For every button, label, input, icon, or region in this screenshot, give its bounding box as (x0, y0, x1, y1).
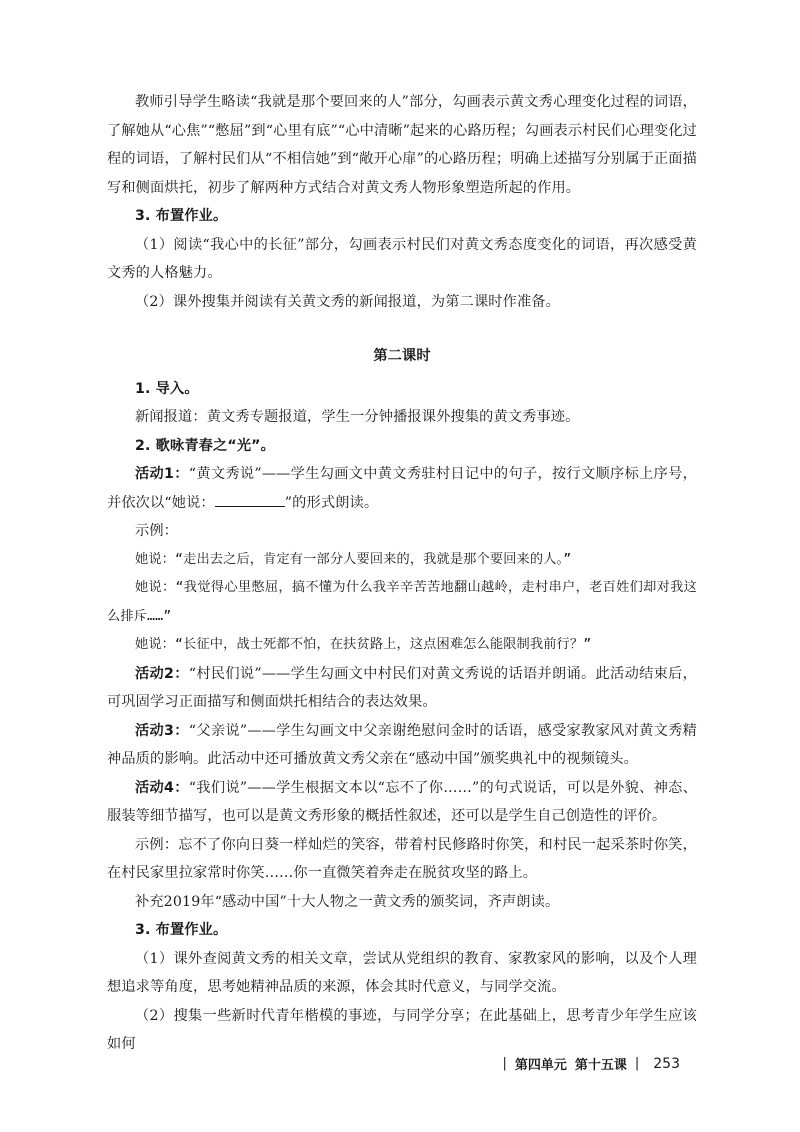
activity-label: 活动4： (135, 779, 189, 796)
page-footer (502, 1054, 680, 1073)
footer-divider: | (502, 1056, 507, 1071)
lesson-title: 第二课时 (373, 348, 431, 364)
activity-label: 活动3： (135, 722, 189, 739)
activity-4 (107, 774, 697, 831)
activity-text-tail: ”的形式朗读。 (284, 494, 379, 511)
section-heading: 1. 导入。 (135, 380, 199, 397)
activity-text: “父亲说”——学生勾画文中父亲谢绝慰问金时的话语，感受家教家风对黄文秀精神品质的影响。此活动中还可播放黄文秀父亲在“感动中国”颁奖典礼中的视频镜头。 (107, 722, 697, 767)
activity-2 (107, 660, 697, 717)
section-heading: 2. 歌咏青春之“光”。 (135, 437, 275, 454)
paragraph: 教师引导学生略读“我就是那个要回来的人”部分，勾画表示黄文秀心理变化过程的词语，了解她从“心焦”“憋屈”到“心里有底”“心中清晰”起来的心路历程；勾画表示村民们心理变化过程的词语，了解村民们从“不相信她”到“敞开心扉”的心路历程；明确上述描写分别属于正面描写和侧面烘托，初步了解两种方式结合对黄文秀人物形象塑造所起的作用。 (107, 94, 697, 196)
example-quote: 她说：“我觉得心里憋屈，搞不懂为什么我辛辛苦苦地翻山越岭，走村串户，老百姓们却对我这么排斥……” (107, 580, 697, 624)
paragraph: （1）阅读“我心中的长征”部分，勾画表示村民们对黄文秀态度变化的词语，再次感受黄文秀的人格魅力。 (107, 236, 697, 281)
paragraph: （1）课外查阅黄文秀的相关文章，尝试从党组织的教育、家教家风的影响，以及个人理想追求等角度，思考她精神品质的来源，体会其时代意义，与同学交流。 (107, 950, 697, 995)
paragraph: 示例：忘不了你向日葵一样灿烂的笑容，带着村民修路时你笑，和村民一起采茶时你笑，在村民家里拉家常时你笑……你一直微笑着奔走在脱贫攻坚的路上。 (107, 836, 697, 881)
footer-lesson: 第十五课 (574, 1058, 627, 1073)
section-heading: 3. 布置作业。 (135, 922, 228, 938)
footer-divider: | (634, 1056, 640, 1071)
activity-text: “我们说”——学生根据文本以“忘不了你……”的句式说话，可以是外貌、神态、服装等细节描写，也可以是黄文秀形象的概括性叙述，还可以是学生自己创造性的评价。 (107, 779, 697, 824)
example-quote: 她说：“长征中，战士死都不怕，在扶贫路上，这点困难怎么能限制我前行？” (135, 637, 592, 652)
paragraph: （2）课外搜集并阅读有关黄文秀的新闻报道，为第二课时作准备。 (135, 293, 560, 310)
fill-blank-line (215, 490, 285, 507)
paragraph: 新闻报道：黄文秀专题报道，学生一分钟播报课外搜集的黄文秀事迹。 (135, 409, 580, 425)
footer-unit: 第四单元 (514, 1058, 567, 1073)
example-quote: 她说：“走出去之后，肯定有一部分人要回来的，我就是那个要回来的人。” (135, 551, 572, 567)
paragraph: （2）搜集一些新时代青年楷模的事迹，与同学分享；在此基础上，思考青少年学生应该如何 (107, 1007, 697, 1052)
activity-3 (107, 717, 697, 774)
document-body (107, 88, 697, 1059)
activity-1 (107, 460, 697, 517)
activity-label: 活动2： (135, 665, 189, 682)
paragraph: 补充2019年“感动中国”十大人物之一黄文秀的颁奖词，齐声朗读。 (135, 893, 560, 910)
activity-text: “村民们说”——学生勾画文中村民们对黄文秀说的话语并朗诵。此活动结束后，可巩固学习正面描写和侧面烘托相结合的表达效果。 (107, 665, 697, 710)
activity-text: “黄文秀说”——学生勾画文中黄文秀驻村日记中的句子，按行文顺序标上序号，并依次以“她说： (107, 466, 697, 511)
example-label: 示例： (135, 523, 179, 539)
page-number: 253 (653, 1055, 680, 1072)
activity-label: 活动1： (135, 466, 189, 482)
section-heading: 3. 布置作业。 (135, 208, 228, 224)
